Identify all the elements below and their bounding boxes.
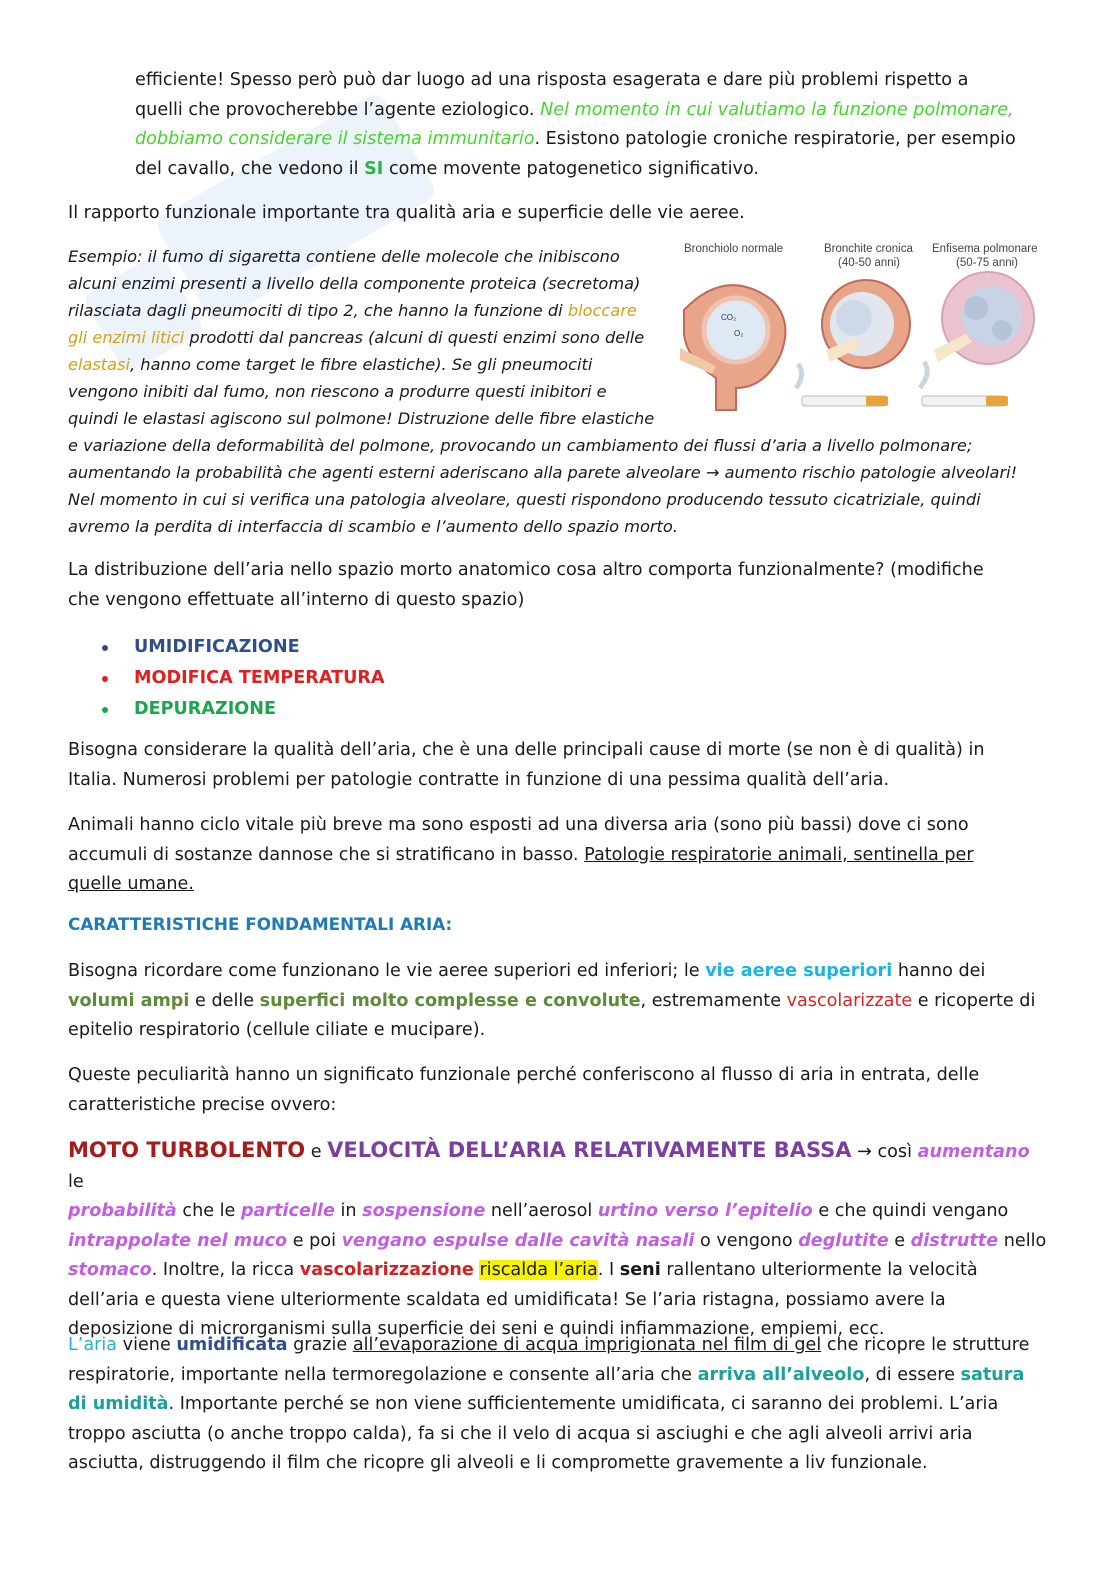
figure-label-bronchitis-age: (40-50 anni): [838, 257, 901, 269]
emphysema-drawing: [920, 272, 1034, 406]
functions-list: [100, 632, 385, 725]
paragraph-air-quality-surface: Il rapporto funzionale importante tra qualità aria e superficie delle vie aeree.: [68, 203, 745, 223]
figure-label-normal: Bronchiolo normale: [684, 243, 784, 255]
paragraph-peculiarities: Queste peculiarità hanno un significato funzionale perché conferiscono al flusso di aria in entrata, delle caratteristiche precise ovvero:: [68, 1065, 980, 1115]
co2-label: CO₂: [721, 313, 737, 322]
figure-label-bronchitis: Bronchite cronica: [824, 243, 913, 255]
list-item: UMIDIFICAZIONE: [100, 632, 385, 663]
bronchiole-figure: [676, 238, 1048, 416]
paragraph-animals: Animali hanno ciclo vitale più breve ma sono esposti ad una diversa aria (sono più bassi) dove ci sono accumuli di sostanze dannose che si stratificano in basso. Patologie respiratorie animali, sentinella per quelle umane.: [68, 815, 974, 894]
figure-label-emphysema: Enfisema polmonare: [932, 243, 1038, 255]
paragraph-dead-space: La distribuzione dell’aria nello spazio morto anatomico cosa altro comporta funzionalmente? (modifiche che vengono effettuate all’interno di questo spazio): [68, 560, 984, 610]
paragraph-air-quality-italy: Bisogna considerare la qualità dell’aria, che è una delle principali cause di morte (se non è di qualità) in Italia. Numerosi problemi per patologie contratte in funzione di una pessima qualità dell’aria.: [68, 740, 985, 790]
section-heading: CARATTERISTICHE FONDAMENTALI ARIA:: [68, 914, 453, 934]
figure-label-emphysema-age: (50-75 anni): [956, 257, 1019, 269]
paragraph-turbulent-flow: MOTO TURBOLENTO e VELOCITÀ DELL’ARIA RELATIVAMENTE BASSA → così aumentano le probabilità che le particelle in sospensione nell’aerosol urtino verso l’epitelio e che quindi vengano intrappolate nel muco e poi vengano espulse dalle cavità nasali o vengono deglutite e distrutte nello stomaco. Inoltre, la ricca vascolarizzazione riscalda l’aria. I seni rallentano ulteriormente la velocità dell’aria e questa viene ulteriormente scaldata ed umidificata! Se l’aria ristagna, possiamo avere la deposizione di microrganismi sulla superficie dei seni e quindi infiammazione, empiemi, ecc.: [68, 1138, 1047, 1339]
paragraph-immune: efficiente! Spesso però può dar luogo ad una risposta esagerata e dare più problemi rispetto a quelli che provocherebbe l’agente eziologico. Nel momento in cui valutiamo la funzione polmonare, dobbiamo considerare il sistema immunitario. Esistono patologie croniche respiratorie, per esempio del cavallo, che vedono il SI come movente patogenetico significativo.: [135, 70, 1016, 179]
paragraph-upper-airways: Bisogna ricordare come funzionano le vie aeree superiori ed inferiori; le vie aeree superiori hanno dei volumi ampi e delle superfici molto complesse e convolute, estremamente vascolarizzate e ricoperte di epitelio respiratorio (cellule ciliate e mucipare).: [68, 961, 1036, 1040]
paragraph-humidification: L’aria viene umidificata grazie all’evaporazione di acqua imprigionata nel film di gel che ricopre le strutture respiratorie, importante nella termoregolazione e consente all’aria che arriva all’alveolo, di essere satura di umidità. Importante perché se non viene sufficientemente umidificata, ci saranno dei problemi. L’aria troppo asciutta (o anche troppo calda), fa si che il velo di acqua si asciughi e che agli alveoli arrivi aria asciutta, distruggendo il film che ricopre gli alveoli e li compromette gravemente a liv funzionale.: [68, 1335, 1030, 1473]
o2-label: O₂: [734, 329, 744, 338]
bronchitis-drawing: [796, 280, 910, 406]
example-block: Esempio: il fumo di sigaretta contiene delle molecole che inibiscono alcuni enzimi presenti a livello della componente proteica (secretoma) rilasciata dagli pneumociti di tipo 2, che hanno la funzione di bloccare gli enzimi litici prodotti dal pancreas (alcuni di questi enzimi sono delle elastasi, hanno come target le fibre elastiche). Se gli pneumociti vengono inibiti dal fumo, non riescono a produrre questi inibitori e quindi le elastasi agiscono sul polmone! Distruzione delle fibre elastiche e variazione della deformabilità del polmone, provocando un cambiamento dei flussi d’aria a livello polmonare; aumentando la probabilità che agenti esterni aderiscano alla parete alveolare → aumento rischio patologie alveolari! Nel momento in cui si verifica una patologia alveolare, questi rispondono producendo tessuto cicatriziale, quindi avremo la perdita di interfaccia di scambio e l’aumento dello spazio morto.: [68, 247, 1018, 536]
normal-bronchiole-drawing: [680, 285, 785, 410]
list-item: DEPURAZIONE: [100, 694, 385, 725]
list-item: MODIFICA TEMPERATURA: [100, 663, 385, 694]
